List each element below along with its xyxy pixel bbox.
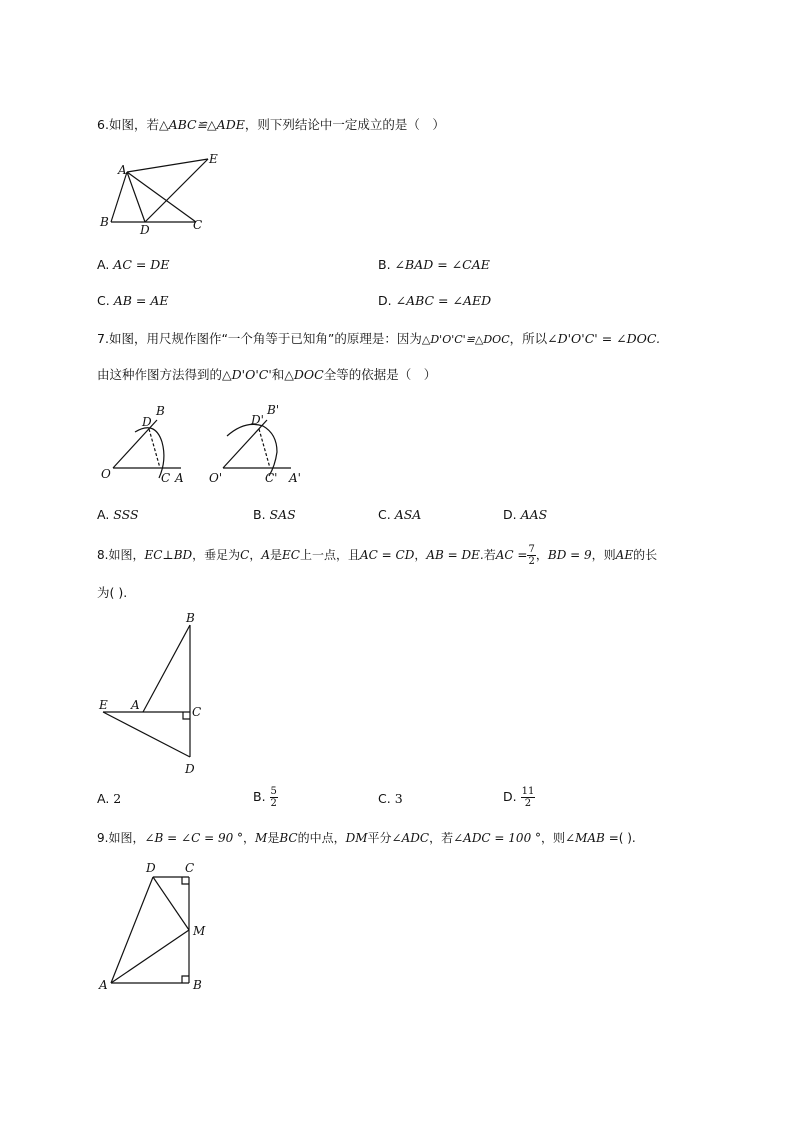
q6-label-d: D xyxy=(140,223,150,237)
segment-ab xyxy=(143,625,190,712)
q7-stem-line2: 由这种作图方法得到的△D'O'C'和△DOC全等的依据是（ ） xyxy=(97,367,437,382)
q6-option-d[interactable]: D. ∠ABC = ∠AED xyxy=(378,293,492,308)
q7-label-a-prime: A' xyxy=(289,471,301,485)
q8-label-b: B xyxy=(186,611,195,625)
q7-stem-line1: 7.如图，用尺规作图作“一个角等于已知角”的原理是：因为△D'O'C'≌△DOC，所以∠D'O'C' = ∠DOC. xyxy=(97,331,660,346)
q7-label-a: A xyxy=(175,471,184,485)
q8-stem-line2: 为( ). xyxy=(97,585,128,600)
segment-dm xyxy=(153,877,189,930)
right-angle-mark-b xyxy=(182,976,189,983)
right-angle-mark xyxy=(183,712,190,719)
q7-option-d[interactable]: D. AAS xyxy=(503,507,548,522)
q6-label-e: E xyxy=(209,152,218,166)
q7-label-c: C xyxy=(161,471,171,485)
q7-label-d: D xyxy=(142,415,152,429)
q9-label-a: A xyxy=(99,978,108,992)
q9-label-b: B xyxy=(193,978,202,992)
q9-figure xyxy=(95,855,220,995)
q7-label-c-prime: C' xyxy=(265,471,278,485)
arc xyxy=(135,428,164,478)
q9-label-m: M xyxy=(193,924,206,938)
q9-label-d: D xyxy=(146,861,156,875)
q8-ac-fraction: $\frac{7}{2}$ xyxy=(528,544,535,567)
segment-ed xyxy=(103,712,190,757)
q6-number: 6. xyxy=(97,117,109,132)
ray-o-b-prime xyxy=(223,420,267,468)
segment-ab xyxy=(111,172,127,222)
q8-option-b[interactable]: B. $\frac{5}{2}$ xyxy=(253,786,277,809)
q8-option-a[interactable]: A. 2 xyxy=(97,791,122,806)
q8-label-c: C xyxy=(192,705,202,719)
q8-stem-line1: 8.如图，EC⊥BD，垂足为C，A是EC上一点，且AC = CD，AB = DE.若AC = $\frac{7}{2}$ ，BD = 9，则AE的长 xyxy=(97,544,658,567)
segment-de xyxy=(145,159,208,222)
right-angle-mark-c xyxy=(182,877,189,884)
segment-ac xyxy=(127,172,196,222)
q7-label-b-prime: B' xyxy=(267,403,280,417)
q9-label-c: C xyxy=(185,861,195,875)
q8-option-c[interactable]: C. 3 xyxy=(378,791,403,806)
q8-label-a: A xyxy=(131,698,140,712)
q6-option-a[interactable]: A. AC = DE xyxy=(97,257,170,272)
q7-figure-original xyxy=(97,400,197,490)
q8-label-d: D xyxy=(185,762,195,776)
q6-label-c: C xyxy=(193,218,203,232)
segment-d-c-prime xyxy=(259,429,270,468)
q8-option-d[interactable]: D. $\frac{11}{2}$ xyxy=(503,786,535,809)
q6-label-a: A xyxy=(118,163,127,177)
q6-option-c[interactable]: C. AB = AE xyxy=(97,293,169,308)
q6-option-b[interactable]: B. ∠BAD = ∠CAE xyxy=(378,257,490,272)
q7-option-c[interactable]: C. ASA xyxy=(378,507,422,522)
segment-ae xyxy=(127,159,208,172)
q9-stem: 9.如图，∠B = ∠C = 90 °，M是BC的中点，DM平分∠ADC，若∠ADC = 100 °，则∠MAB =( ). xyxy=(97,831,636,845)
segment-am xyxy=(111,930,189,983)
q8-label-e: E xyxy=(99,698,108,712)
q6-stem: 6.如图，若△ABC≌△ADE，则下列结论中一定成立的是（ ） xyxy=(97,117,445,132)
q7-option-a[interactable]: A. SSS xyxy=(97,507,139,522)
q7-label-d-prime: D' xyxy=(251,413,264,427)
q6-label-b: B xyxy=(100,215,109,229)
q7-figure-copy xyxy=(205,400,315,490)
q6-figure xyxy=(95,150,235,240)
q8-figure xyxy=(95,605,215,780)
q7-label-b: B xyxy=(156,404,165,418)
q7-label-o: O xyxy=(101,467,111,481)
q7-option-b[interactable]: B. SAS xyxy=(253,507,296,522)
q7-label-o-prime: O' xyxy=(209,471,223,485)
segment-ad xyxy=(111,877,153,983)
segment-ad xyxy=(127,172,145,222)
